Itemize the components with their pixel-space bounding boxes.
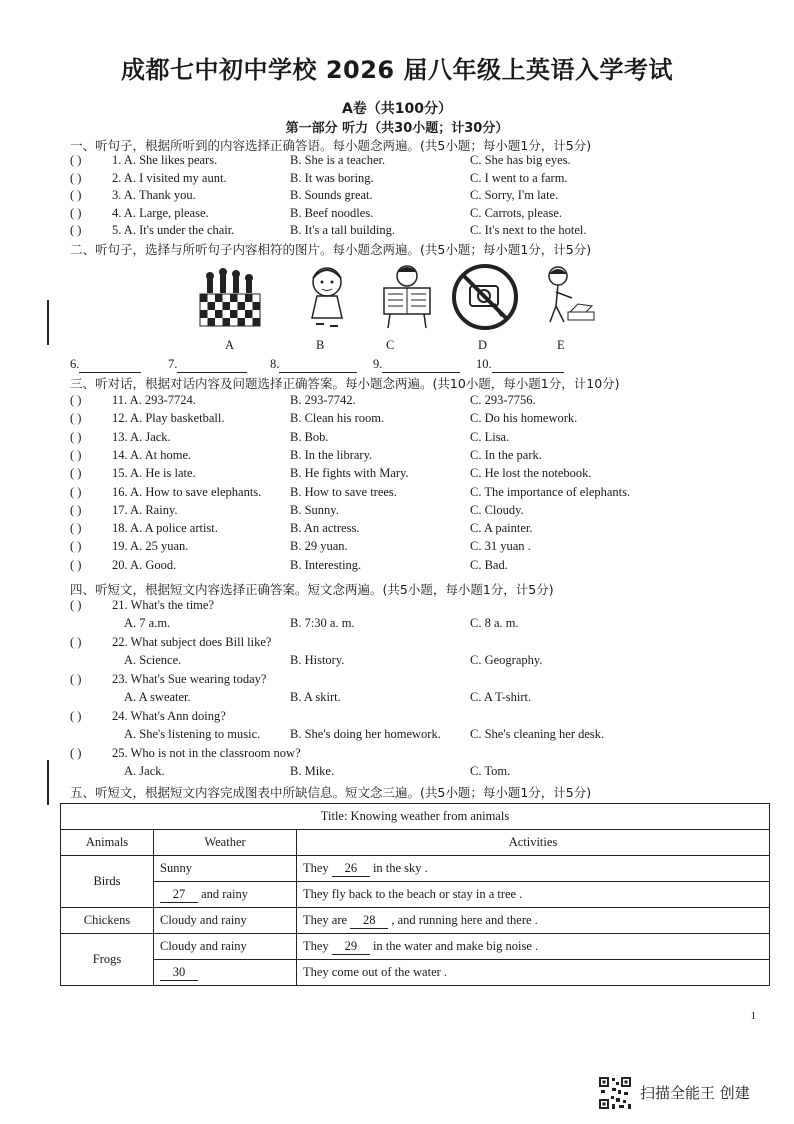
table-title: Title: Knowing weather from animals — [61, 804, 770, 830]
answer-paren[interactable]: ( ) — [70, 393, 82, 407]
option-c: C. She's cleaning her desk. — [470, 727, 605, 741]
option-b: B. In the library. — [290, 447, 373, 462]
option-c: C. 293-7756. — [470, 393, 536, 407]
option-a: 13. A. Jack. — [112, 429, 171, 444]
girl-icon — [292, 262, 362, 332]
answer-paren[interactable]: ( ) — [70, 447, 82, 462]
answer-paren[interactable]: ( ) — [70, 466, 82, 481]
option-b: B. It's a tall building. — [290, 223, 396, 237]
option-b: B. Clean his room. — [290, 411, 385, 426]
answer-paren[interactable]: ( ) — [70, 170, 82, 185]
option-a: 19. A. 25 yuan. — [112, 539, 189, 554]
option-c: C. He lost the notebook. — [470, 466, 592, 481]
option-b: B. Interesting. — [290, 557, 362, 572]
frogs-activity-1: They 29 in the water and make big noise . — [297, 934, 770, 960]
option-b: B. How to save trees. — [290, 484, 397, 499]
option-b: B. Beef noodles. — [290, 205, 374, 220]
answer-paren[interactable]: ( ) — [70, 709, 82, 723]
option-a: A. Jack. — [124, 764, 165, 778]
option-a: A. 7 a.m. — [124, 616, 171, 630]
answer-paren[interactable]: ( ) — [70, 502, 82, 517]
question-stem: 25. Who is not in the classroom now? — [112, 746, 301, 760]
qr-code-icon — [598, 1076, 632, 1110]
option-a: 16. A. How to save elephants. — [112, 484, 262, 499]
picture-label-d: D — [478, 338, 488, 352]
answer-paren[interactable]: ( ) — [70, 411, 82, 426]
option-b: B. 29 yuan. — [290, 539, 348, 554]
answer-paren[interactable]: ( ) — [70, 188, 82, 202]
answer-blank-28[interactable]: 28 — [350, 913, 388, 929]
option-b: B. Bob. — [290, 429, 329, 444]
animal-frogs: Frogs — [61, 934, 154, 986]
option-a: A. A sweater. — [124, 690, 191, 704]
answer-paren[interactable]: ( ) — [70, 746, 82, 760]
section2-heading: 二、听句子，选择与所听句子内容相符的图片。每小题念两遍。(共5小题；每小题1分，计5分) — [70, 242, 592, 257]
birds-weather-2: 27 and rainy — [154, 882, 297, 908]
option-c: C. The importance of elephants. — [470, 484, 631, 499]
answer-paren[interactable]: ( ) — [70, 635, 82, 649]
picture-label-a: A — [225, 338, 235, 352]
frogs-weather-2 — [154, 960, 297, 986]
volume-heading: A卷（共100分） — [341, 101, 453, 117]
option-c: C. 31 yuan . — [470, 539, 531, 554]
birds-activity-1: They 26 in the sky . — [297, 856, 770, 882]
option-c: C. Geography. — [470, 653, 543, 667]
option-c: C. I went to a farm. — [470, 170, 568, 185]
section3-heading: 三、听对话，根据对话内容及问题选择正确答案。每小题念两遍。(共10小题，每小题1分，计10分) — [70, 376, 620, 391]
option-a: A. Science. — [124, 653, 182, 667]
header-animals: Animals — [61, 830, 154, 856]
frogs-activity-2: They come out of the water . — [297, 960, 770, 986]
option-c: C. A T-shirt. — [470, 690, 532, 704]
answer-blank-7[interactable]: 7. — [168, 357, 247, 373]
answer-paren[interactable]: ( ) — [70, 205, 82, 220]
chickens-activity: They are 28 , and running here and there . — [297, 908, 770, 934]
no-photo-icon — [450, 262, 520, 332]
answer-blank-30[interactable]: 30 — [160, 965, 198, 981]
weather-animals-table — [60, 803, 770, 986]
picture-label-e: E — [557, 338, 565, 352]
exam-title: 成都七中初中学校 2026 届八年级上英语入学考试 — [120, 56, 673, 84]
option-b: B. History. — [290, 653, 345, 667]
option-b: B. She's doing her homework. — [290, 727, 441, 741]
answer-blank-26[interactable]: 26 — [332, 861, 370, 877]
chickens-weather: Cloudy and rainy — [154, 908, 297, 934]
option-a: A. She's listening to music. — [124, 727, 261, 741]
answer-paren[interactable]: ( ) — [70, 223, 82, 237]
scanner-brand: 扫描全能王 创建 — [640, 1084, 750, 1102]
option-a: 20. A. Good. — [112, 557, 177, 572]
answer-blank-9[interactable]: 9. — [373, 357, 460, 373]
answer-paren[interactable]: ( ) — [70, 521, 82, 536]
option-a: 18. A. A police artist. — [112, 521, 218, 536]
answer-blank-27[interactable]: 27 — [160, 887, 198, 903]
option-a: 15. A. He is late. — [112, 466, 196, 481]
option-c: C. It's next to the hotel. — [470, 223, 587, 237]
option-c: C. Bad. — [470, 557, 508, 572]
question-stem: 23. What's Sue wearing today? — [112, 672, 267, 686]
option-a: 1. A. She likes pears. — [112, 153, 218, 167]
animal-chickens: Chickens — [61, 908, 154, 934]
part1-heading: 第一部分 听力（共30小题；计30分） — [285, 121, 509, 136]
frogs-weather-1: Cloudy and rainy — [154, 934, 297, 960]
option-c: C. In the park. — [470, 447, 542, 462]
option-b: B. An actress. — [290, 521, 360, 536]
picture-label-c: C — [386, 338, 395, 352]
answer-paren[interactable]: ( ) — [70, 429, 82, 444]
option-b: B. Sunny. — [290, 502, 339, 517]
answer-paren[interactable]: ( ) — [70, 484, 82, 499]
answer-paren[interactable]: ( ) — [70, 672, 82, 686]
option-b: B. 293-7742. — [290, 393, 356, 407]
option-c: C. Cloudy. — [470, 502, 524, 517]
option-a: 3. A. Thank you. — [112, 188, 196, 202]
option-c: C. Tom. — [470, 764, 511, 778]
margin-mark — [47, 760, 49, 805]
birds-weather-1: Sunny — [154, 856, 297, 882]
option-b: B. It was boring. — [290, 170, 374, 185]
option-b: B. A skirt. — [290, 690, 341, 704]
margin-mark — [47, 300, 49, 345]
question-stem: 21. What's the time? — [112, 598, 214, 612]
question-stem: 24. What's Ann doing? — [112, 709, 226, 723]
answer-blank-6[interactable]: 6. — [70, 357, 141, 373]
option-b: B. Sounds great. — [290, 188, 373, 202]
answer-blank-10[interactable]: 10. — [476, 357, 564, 373]
section5-heading: 五、听短文，根据短文内容完成图表中所缺信息。短文念三遍。(共5小题；每小题1分，计5分) — [70, 785, 592, 800]
option-b: B. Mike. — [290, 764, 335, 778]
header-weather: Weather — [154, 830, 297, 856]
option-c: C. A painter. — [470, 521, 533, 536]
option-c: C. 8 a. m. — [470, 616, 519, 630]
option-b: B. She is a teacher. — [290, 153, 386, 167]
option-c: C. Sorry, I'm late. — [470, 188, 559, 202]
chess-icon — [195, 262, 265, 332]
answer-paren[interactable]: ( ) — [70, 557, 82, 572]
section1-heading: 一、听句子，根据所听到的内容选择正确答语。每小题念两遍。(共5小题；每小题1分，计5分) — [70, 138, 592, 153]
option-c: C. Lisa. — [470, 429, 510, 444]
section4-heading: 四、听短文，根据短文内容选择正确答案。短文念两遍。(共5小题，每小题1分，计5分) — [70, 582, 554, 597]
answer-blank-29[interactable]: 29 — [332, 939, 370, 955]
option-a: 12. A. Play basketball. — [112, 411, 225, 426]
option-c: C. Carrots, please. — [470, 205, 562, 220]
option-a: 2. A. I visited my aunt. — [112, 170, 227, 185]
option-c: C. She has big eyes. — [470, 153, 571, 167]
girl-with-book-icon — [528, 262, 598, 332]
header-activities: Activities — [297, 830, 770, 856]
option-b: B. He fights with Mary. — [290, 466, 409, 481]
option-a: 14. A. At home. — [112, 447, 192, 462]
option-c: C. Do his homework. — [470, 411, 578, 426]
answer-paren[interactable]: ( ) — [70, 153, 82, 167]
answer-paren[interactable]: ( ) — [70, 598, 82, 612]
question-stem: 22. What subject does Bill like? — [112, 635, 272, 649]
option-a: 11. A. 293-7724. — [112, 393, 196, 407]
page-number: 1 — [750, 1010, 756, 1022]
animal-birds: Birds — [61, 856, 154, 908]
birds-activity-2: They fly back to the beach or stay in a tree . — [297, 882, 770, 908]
newspaper-reader-icon — [372, 262, 442, 332]
option-a: 17. A. Rainy. — [112, 502, 178, 517]
answer-paren[interactable]: ( ) — [70, 539, 82, 554]
option-b: B. 7:30 a. m. — [290, 616, 355, 630]
option-a: 4. A. Large, please. — [112, 205, 209, 220]
option-a: 5. A. It's under the chair. — [112, 223, 235, 237]
picture-label-b: B — [316, 338, 325, 352]
answer-blank-8[interactable]: 8. — [270, 357, 357, 373]
